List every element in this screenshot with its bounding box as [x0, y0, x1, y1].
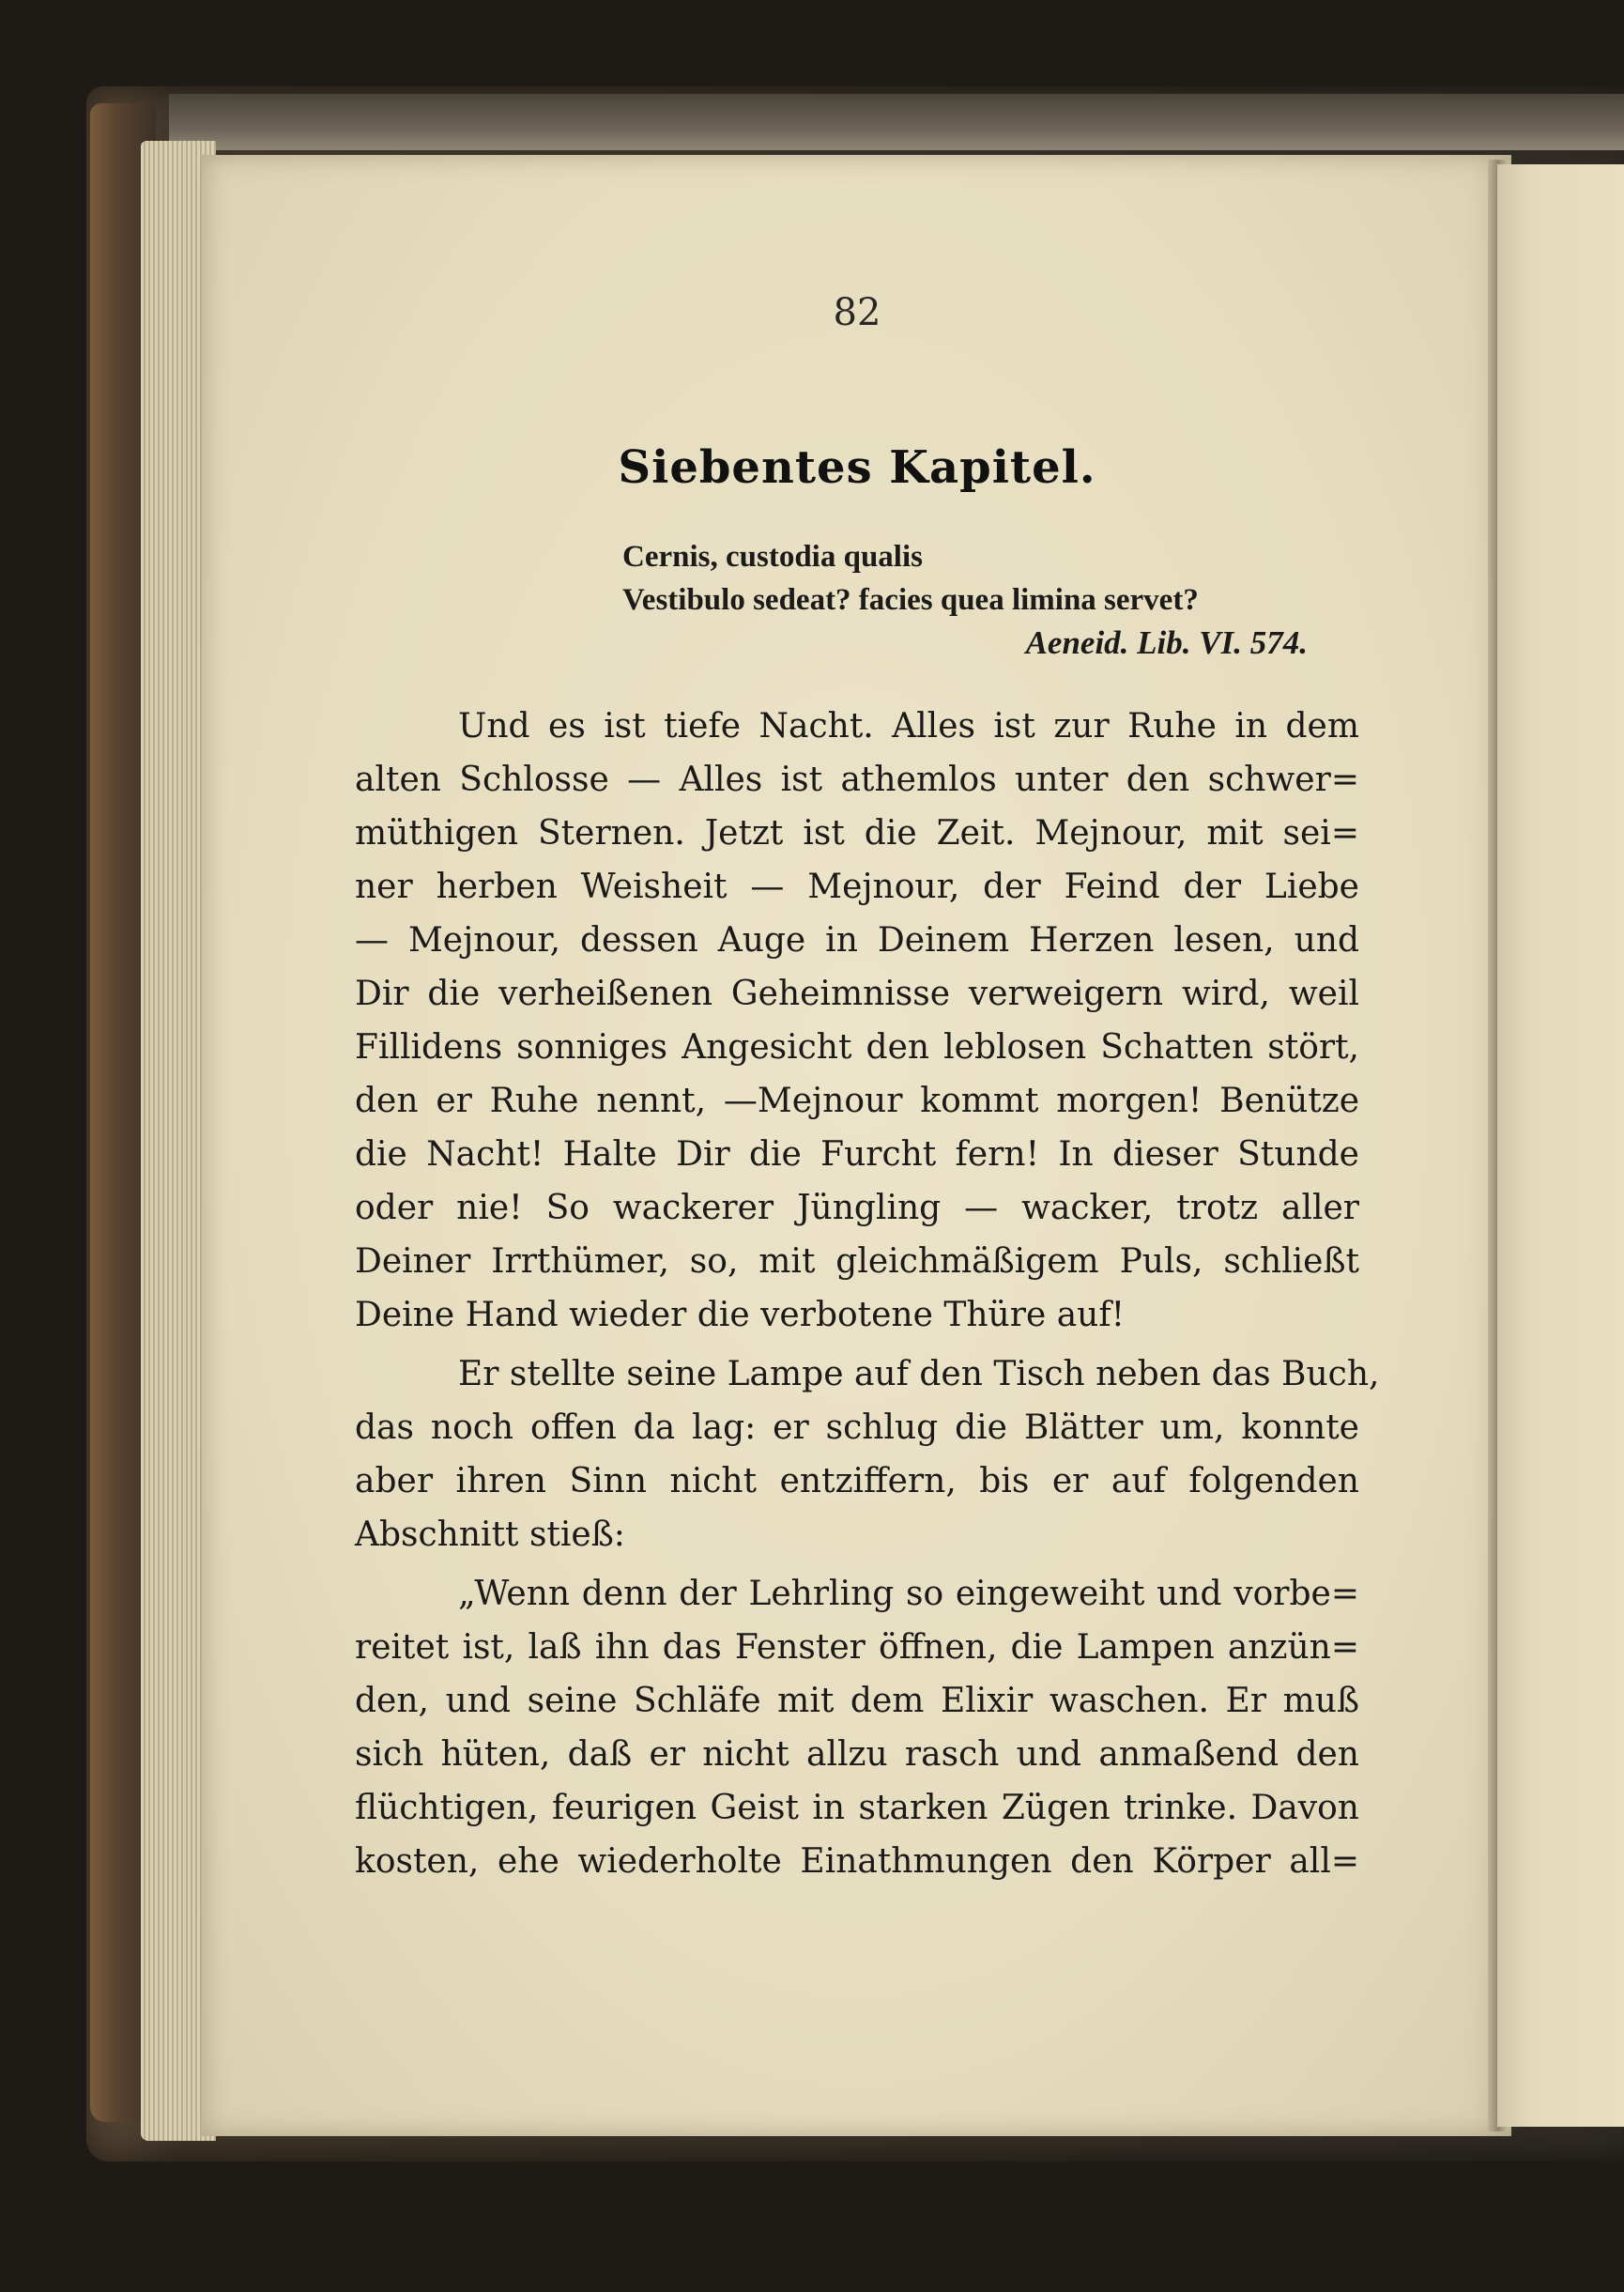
- book-top-binding: [169, 94, 1624, 150]
- chapter-title: Siebentes Kapitel.: [618, 441, 1096, 494]
- text-line: müthigen Sternen. Jetzt ist die Zeit. Mejnour, mit sei=: [355, 814, 1359, 853]
- body-text: [355, 700, 1380, 1894]
- text-line: alten Schlosse — Alles ist athemlos unter den schwer=: [355, 761, 1359, 799]
- text-line: das noch offen da lag: er schlug die Blätter um, konnte: [355, 1408, 1359, 1447]
- page-number: 82: [833, 291, 881, 334]
- text-line: den, und seine Schläfe mit dem Elixir waschen. Er muß: [355, 1682, 1359, 1720]
- paragraph: [355, 700, 1359, 1342]
- text-line: flüchtigen, feurigen Geist in starken Zügen trinke. Davon: [355, 1789, 1359, 1827]
- epigraph-line: Cernis, custodia qualis: [622, 540, 923, 574]
- text-line: „Wenn denn der Lehrling so eingeweiht und vorbe=: [458, 1575, 1359, 1613]
- text-line: ner herben Weisheit — Mejnour, der Feind der Liebe: [355, 868, 1359, 906]
- text-line: — Mejnour, dessen Auge in Deinem Herzen lesen, und: [355, 921, 1359, 960]
- epigraph: [622, 535, 1364, 665]
- text-line: Deine Hand wieder die verbotene Thüre auf!: [355, 1296, 1126, 1334]
- text-line: reitet ist, laß ihn das Fenster öffnen, die Lampen anzün=: [355, 1628, 1359, 1667]
- text-line: Er stellte seine Lampe auf den Tisch neben das Buch,: [458, 1355, 1380, 1393]
- text-line: Deiner Irrthümer, so, mit gleichmäßigem Puls, schließt: [355, 1242, 1359, 1281]
- text-line: kosten, ehe wiederholte Einathmungen den Körper all=: [355, 1842, 1359, 1881]
- text-line: Und es ist tiefe Nacht. Alles ist zur Ruhe in dem: [458, 707, 1359, 746]
- text-line: oder nie! So wackerer Jüngling — wacker, trotz aller: [355, 1189, 1359, 1227]
- text-line: aber ihren Sinn nicht entziffern, bis er auf folgenden: [355, 1462, 1359, 1500]
- text-line: sich hüten, daß er nicht allzu rasch und anmaßend den: [355, 1735, 1359, 1774]
- text-line: Abschnitt stieß:: [355, 1515, 625, 1554]
- text-line: den er Ruhe nennt, —Mejnour kommt morgen! Benütze: [355, 1082, 1359, 1120]
- paragraph: [355, 1567, 1359, 1888]
- paragraph: [355, 1347, 1380, 1561]
- epigraph-source: Aeneid. Lib. VI. 574.: [1025, 624, 1308, 661]
- text-line: die Nacht! Halte Dir die Furcht fern! In dieser Stunde: [355, 1135, 1359, 1174]
- facing-page: [1497, 164, 1624, 2127]
- epigraph-line: Vestibulo sedeat? facies quea limina servet?: [622, 583, 1199, 617]
- text-line: Dir die verheißenen Geheimnisse verweigern wird, weil: [355, 975, 1359, 1013]
- text-line: Fillidens sonniges Angesicht den leblosen Schatten stört,: [355, 1028, 1359, 1067]
